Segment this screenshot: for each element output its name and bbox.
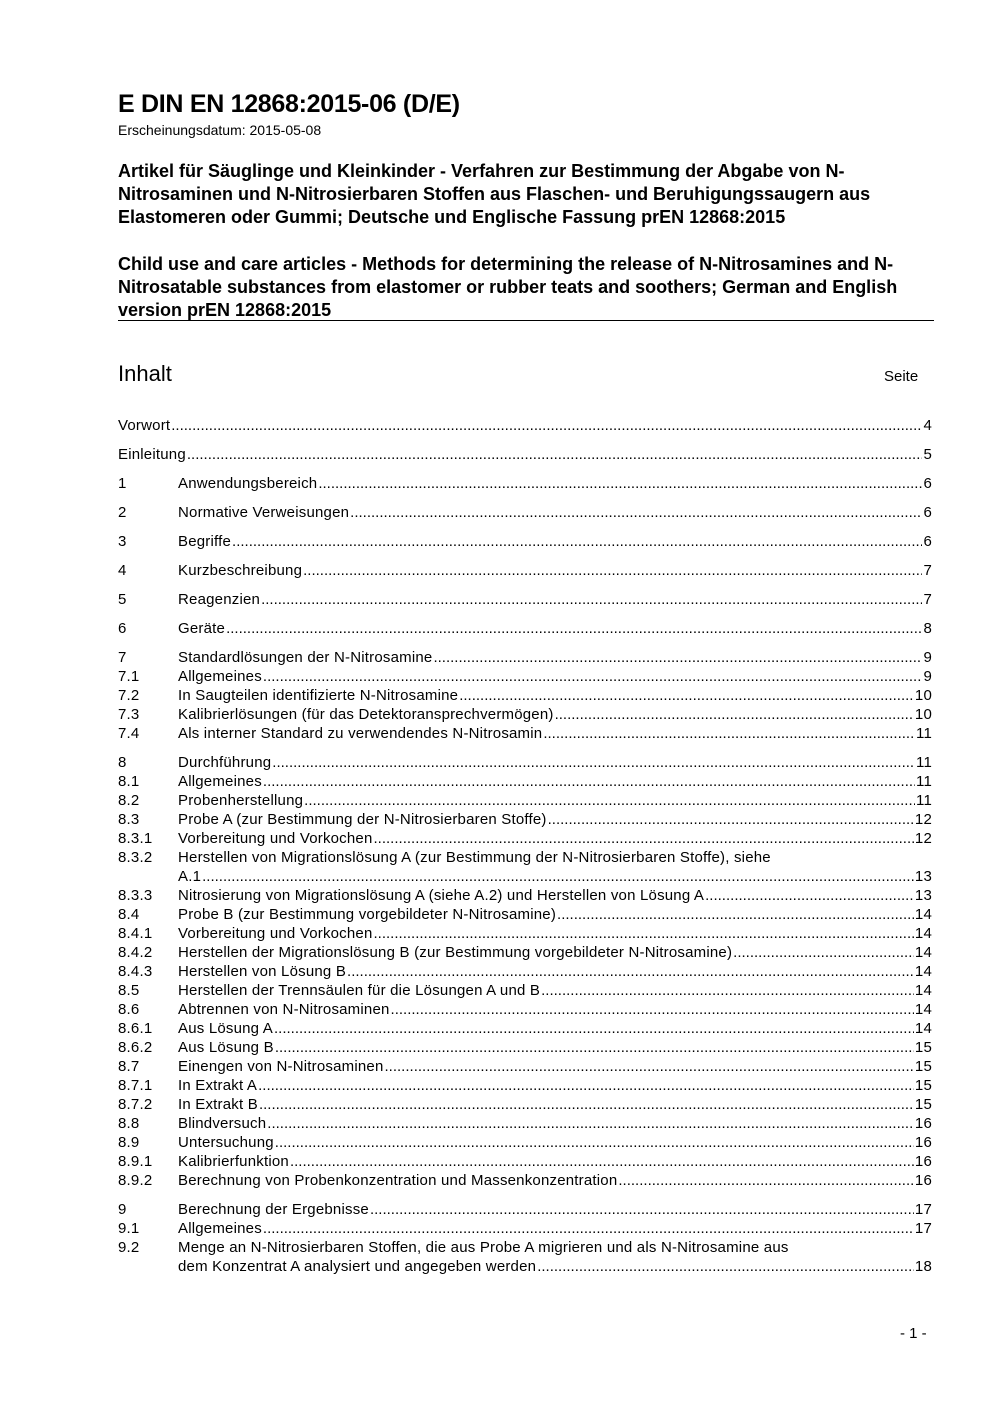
toc-entry-title: Untersuchung	[178, 1134, 274, 1151]
toc-entry-number: 8.4.2	[118, 944, 153, 961]
toc-entry-number: 4	[118, 562, 127, 579]
toc-entry[interactable]	[118, 667, 932, 686]
document-code: E DIN EN 12868:2015-06 (D/E)	[118, 90, 460, 118]
toc-leader-dots	[541, 981, 914, 1000]
toc-entry-title: Herstellen der Trennsäulen für die Lösungen A und B	[178, 982, 541, 999]
toc-entry-title: A.1	[178, 868, 202, 885]
toc-entry-number: 8.4	[118, 906, 140, 923]
page-number: - 1 -	[900, 1325, 927, 1342]
toc-entry[interactable]	[118, 648, 932, 667]
toc-entry-page: 7	[923, 562, 932, 579]
toc-entry-number: 8.7.2	[118, 1096, 153, 1113]
toc-leader-dots	[370, 1200, 914, 1219]
toc-entry-title: Anwendungsbereich	[178, 475, 318, 492]
toc-leader-dots	[226, 619, 922, 638]
toc-entry-title: Vorwort	[118, 417, 171, 434]
toc-entry-title: Einleitung	[118, 446, 186, 463]
toc-entry[interactable]	[118, 829, 932, 848]
toc-entry-number: 9.1	[118, 1220, 140, 1237]
toc-entry[interactable]	[118, 981, 932, 1000]
toc-entry-number: 5	[118, 591, 127, 608]
toc-entry-number: 1	[118, 475, 127, 492]
toc-entry-title: Einengen von N-Nitrosaminen	[178, 1058, 384, 1075]
toc-leader-dots	[272, 753, 915, 772]
toc-entry-page: 10	[914, 687, 932, 704]
toc-entry-page: 6	[923, 504, 932, 521]
toc-leader-dots	[459, 686, 914, 705]
toc-leader-dots	[304, 791, 915, 810]
toc-entry[interactable]	[118, 1038, 932, 1057]
toc-entry-number: 9	[118, 1201, 127, 1218]
toc-entry-page: 12	[914, 811, 932, 828]
toc-entry-number: 7	[118, 649, 127, 666]
toc-entry-page: 16	[914, 1153, 932, 1170]
toc-entry-number: 8.7.1	[118, 1077, 153, 1094]
toc-entry-number: 7.1	[118, 668, 140, 685]
toc-entry-page: 15	[914, 1096, 932, 1113]
toc-leader-dots	[433, 648, 922, 667]
toc-entry-number: 8.9	[118, 1134, 140, 1151]
toc-leader-dots	[275, 1133, 914, 1152]
toc-entry[interactable]	[118, 561, 932, 580]
toc-entry-page: 10	[914, 706, 932, 723]
toc-entry-page: 14	[914, 906, 932, 923]
toc-entry-page: 15	[914, 1077, 932, 1094]
toc-leader-dots	[202, 867, 914, 886]
toc-entry-page: 9	[923, 649, 932, 666]
toc-leader-dots	[557, 905, 914, 924]
toc-entry-number: 8.3.3	[118, 887, 153, 904]
toc-entry-page: 17	[914, 1220, 932, 1237]
toc-leader-dots	[548, 810, 914, 829]
toc-entry[interactable]	[118, 1095, 932, 1114]
toc-entry-number: 8.9.1	[118, 1153, 153, 1170]
toc-entry[interactable]	[118, 1152, 932, 1171]
toc-entry-title: Begriffe	[178, 533, 232, 550]
toc-leader-dots	[263, 772, 915, 791]
toc-entry-page: 16	[914, 1115, 932, 1132]
toc-entry-title: Probe A (zur Bestimmung der N-Nitrosierbaren Stoffe)	[178, 811, 547, 828]
toc-entry-number: 8.5	[118, 982, 140, 999]
toc-entry-page: 14	[914, 1001, 932, 1018]
toc-entry-title: Reagenzien	[178, 591, 261, 608]
toc-entry-number: 8.6	[118, 1001, 140, 1018]
toc-entry[interactable]	[118, 724, 932, 743]
toc-entry[interactable]	[118, 686, 932, 705]
toc-entry-title: Geräte	[178, 620, 226, 637]
toc-entry-title: Vorbereitung und Vorkochen	[178, 925, 373, 942]
toc-entry[interactable]	[118, 1057, 932, 1076]
toc-entry[interactable]	[118, 705, 932, 724]
toc-entry[interactable]	[118, 474, 932, 493]
toc-entry[interactable]	[118, 1200, 932, 1219]
toc-leader-dots	[258, 1076, 914, 1095]
toc-entry-number: 8.1	[118, 773, 140, 790]
toc-entry[interactable]	[118, 1076, 932, 1095]
title-divider	[118, 320, 934, 321]
toc-entry-page: 15	[914, 1039, 932, 1056]
toc-entry-title: Menge an N-Nitrosierbaren Stoffen, die aus Probe A migrieren und als N-Nitrosamine aus	[178, 1239, 789, 1256]
title-english: Child use and care articles - Methods for determining the release of N-Nitrosamines and N-Nitrosatable substances from elastomer or rubber teats and soothers; German and English version prEN 12868:2015	[118, 254, 898, 320]
toc-entry-page: 15	[914, 1058, 932, 1075]
toc-entry[interactable]	[118, 619, 932, 638]
toc-entry-number: 6	[118, 620, 127, 637]
toc-entry[interactable]	[118, 924, 932, 943]
toc-entry[interactable]	[118, 503, 932, 522]
toc-entry-number: 8.6.2	[118, 1039, 153, 1056]
toc-leader-dots	[347, 962, 914, 981]
toc-entry-page: 4	[923, 417, 932, 434]
toc-entry-number: 3	[118, 533, 127, 550]
toc-leader-dots	[303, 561, 922, 580]
toc-entry-title: Herstellen der Migrationslösung B (zur Bestimmung vorgebildeter N-Nitrosamine)	[178, 944, 733, 961]
toc-entry-number: 7.3	[118, 706, 140, 723]
toc-entry-page: 11	[916, 792, 932, 809]
toc-entry-number: 7.2	[118, 687, 140, 704]
toc-leader-dots	[171, 416, 922, 435]
toc-entry-page: 11	[916, 773, 932, 790]
toc-entry-title: Aus Lösung B	[178, 1039, 274, 1056]
toc-entry-title: Kurzbeschreibung	[178, 562, 303, 579]
toc-entry[interactable]	[118, 1000, 932, 1019]
toc-entry-number: 7.4	[118, 725, 140, 742]
toc-entry-title: Kalibrierlösungen (für das Detektoransprechvermögen)	[178, 706, 554, 723]
toc-entry-page: 12	[914, 830, 932, 847]
toc-entry-number: 8.4.1	[118, 925, 153, 942]
toc-entry-page: 14	[914, 982, 932, 999]
toc-entry-title: Standardlösungen der N-Nitrosamine	[178, 649, 433, 666]
toc-entry-title: Nitrosierung von Migrationslösung A (siehe A.2) und Herstellen von Lösung A	[178, 887, 705, 904]
toc-leader-dots	[290, 1152, 914, 1171]
toc-entry-title: Probe B (zur Bestimmung vorgebildeter N-Nitrosamine)	[178, 906, 557, 923]
toc-entry[interactable]	[118, 1238, 932, 1276]
toc-leader-dots	[537, 1257, 914, 1276]
toc-entry-title: In Extrakt B	[178, 1096, 258, 1113]
toc-entry-page: 9	[923, 668, 932, 685]
toc-leader-dots	[391, 1000, 914, 1019]
toc-entry-title: Herstellen von Migrationslösung A (zur Bestimmung der N-Nitrosierbaren Stoffe), siehe	[178, 849, 771, 866]
toc-leader-dots	[263, 1219, 914, 1238]
toc-entry-number: 8.3.1	[118, 830, 153, 847]
toc-entry-page: 11	[916, 725, 932, 742]
toc-heading: Inhalt	[118, 361, 172, 386]
toc-leader-dots	[259, 1095, 914, 1114]
toc-entry-page: 11	[916, 754, 932, 771]
toc-entry-title: In Extrakt A	[178, 1077, 258, 1094]
toc-entry-title: Kalibrierfunktion	[178, 1153, 289, 1170]
toc-entry[interactable]	[118, 791, 932, 810]
toc-entry-number: 2	[118, 504, 127, 521]
toc-entry[interactable]	[118, 416, 932, 435]
toc-leader-dots	[733, 943, 914, 962]
toc-leader-dots	[350, 503, 922, 522]
toc-entry-page: 13	[914, 868, 932, 885]
toc-entry-page: 16	[914, 1172, 932, 1189]
toc-entry-page: 14	[914, 1020, 932, 1037]
toc-entry-page: 5	[923, 446, 932, 463]
toc-entry-page: 14	[914, 963, 932, 980]
toc-entry-title: Berechnung von Probenkonzentration und Massenkonzentration	[178, 1172, 618, 1189]
toc-entry[interactable]	[118, 886, 932, 905]
toc-entry-number: 8.3	[118, 811, 140, 828]
toc-entry-title: Probenherstellung	[178, 792, 304, 809]
toc-entry-title: dem Konzentrat A analysiert und angegeben werden	[178, 1258, 537, 1275]
toc-entry-title: Vorbereitung und Vorkochen	[178, 830, 373, 847]
toc-entry-page: 16	[914, 1134, 932, 1151]
toc-entry-number: 8.8	[118, 1115, 140, 1132]
toc-entry-title: Berechnung der Ergebnisse	[178, 1201, 369, 1218]
publication-date: Erscheinungsdatum: 2015-05-08	[118, 122, 322, 138]
toc-leader-dots	[232, 532, 922, 551]
toc-entry[interactable]	[118, 905, 932, 924]
toc-entry-page: 14	[914, 925, 932, 942]
toc-entry[interactable]	[118, 962, 932, 981]
toc-leader-dots	[318, 474, 922, 493]
toc-entry-page: 6	[923, 475, 932, 492]
toc-entry-title: Allgemeines	[178, 1220, 262, 1237]
toc-entry[interactable]	[118, 1219, 932, 1238]
toc-entry-number: 8.4.3	[118, 963, 153, 980]
toc-leader-dots	[555, 705, 914, 724]
toc-entry-title: Durchführung	[178, 754, 272, 771]
toc-entry-title: Aus Lösung A	[178, 1020, 273, 1037]
toc-entry-page: 18	[914, 1258, 932, 1275]
toc-leader-dots	[543, 724, 915, 743]
toc-entry-title: In Saugteilen identifizierte N-Nitrosamine	[178, 687, 459, 704]
toc-entry-number: 9.2	[118, 1239, 140, 1256]
toc-leader-dots	[261, 590, 922, 609]
toc-entry[interactable]	[118, 810, 932, 829]
toc-leader-dots	[275, 1038, 914, 1057]
toc-entry[interactable]	[118, 1133, 932, 1152]
toc-entry-title: Abtrennen von N-Nitrosaminen	[178, 1001, 390, 1018]
toc-entry[interactable]	[118, 445, 932, 464]
toc-entry-title: Normative Verweisungen	[178, 504, 350, 521]
toc-leader-dots	[267, 1114, 914, 1133]
toc-entry-page: 14	[914, 944, 932, 961]
toc-entry-page: 7	[923, 591, 932, 608]
toc-entry-number: 8	[118, 754, 127, 771]
toc-entry-number: 8.7	[118, 1058, 140, 1075]
toc-leader-dots	[187, 445, 923, 464]
toc-leader-dots	[385, 1057, 914, 1076]
toc-entry[interactable]	[118, 753, 932, 772]
toc-leader-dots	[705, 886, 914, 905]
toc-entry[interactable]	[118, 532, 932, 551]
toc-entry[interactable]	[118, 772, 932, 791]
toc-leader-dots	[274, 1019, 914, 1038]
toc-entry-title: Herstellen von Lösung B	[178, 963, 347, 980]
toc-entry[interactable]	[118, 1114, 932, 1133]
toc-entry-page: 13	[914, 887, 932, 904]
toc-entry[interactable]	[118, 943, 932, 962]
toc-entry-page: 6	[923, 533, 932, 550]
toc-entry-title: Allgemeines	[178, 773, 262, 790]
toc-entry-title: Als interner Standard zu verwendendes N-Nitrosamin	[178, 725, 543, 742]
title-german: Artikel für Säuglinge und Kleinkinder - Verfahren zur Bestimmung der Abgabe von N-Nitrosaminen und N-Nitrosierbaren Stoffen aus Flaschen- und Beruhigungssaugern aus Elastomeren oder Gummi; Deutsche und Englische Fassung prEN 12868:2015	[118, 161, 871, 227]
toc-entry-title: Allgemeines	[178, 668, 262, 685]
toc-entry-number: 8.9.2	[118, 1172, 153, 1189]
table-of-contents	[118, 416, 932, 1276]
toc-entry-page: 8	[923, 620, 932, 637]
toc-page-column-heading: Seite	[884, 368, 919, 385]
toc-entry[interactable]	[118, 590, 932, 609]
toc-leader-dots	[263, 667, 923, 686]
toc-entry[interactable]	[118, 1019, 932, 1038]
toc-entry-number: 8.3.2	[118, 849, 153, 866]
toc-entry-number: 8.6.1	[118, 1020, 153, 1037]
toc-leader-dots	[374, 829, 914, 848]
toc-entry-number: 8.2	[118, 792, 140, 809]
toc-entry-title: Blindversuch	[178, 1115, 267, 1132]
toc-entry-page: 17	[914, 1201, 932, 1218]
toc-leader-dots	[618, 1171, 914, 1190]
toc-leader-dots	[374, 924, 914, 943]
toc-entry[interactable]	[118, 1171, 932, 1190]
toc-entry[interactable]	[118, 848, 932, 886]
